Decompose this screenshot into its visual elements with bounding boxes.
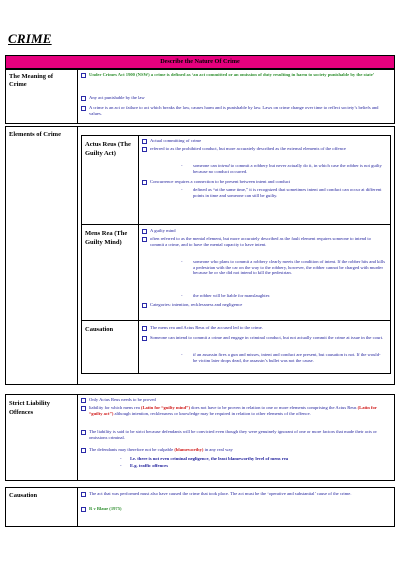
checkbox[interactable] — [81, 73, 86, 78]
actus-reus-label: Actus Reus (The Guilty Act) — [85, 141, 131, 157]
elements-label: Elements of Crime — [9, 131, 61, 138]
causation-item-2: R v Blaue (1975) — [89, 506, 122, 511]
mens-rea-sub-2: the robber will be liable for manslaughter. — [193, 293, 271, 298]
meaning-item-definition: Under Crimes Act 1900 (NSW) a crime is defined as ‘an act committed or an omission of duty resulting in harm to society punishable by the state’ — [89, 72, 375, 77]
section-header: Describe the Nature Of Crime — [5, 55, 395, 69]
strict-sub-2: E.g. traffic offences — [130, 463, 169, 468]
checkbox[interactable] — [142, 336, 147, 341]
checkbox[interactable] — [142, 326, 147, 331]
actus-reus-item-2: referred to as the prohibited conduct, but more accurately described as the external elements of the offence — [150, 146, 346, 151]
causation-inner-sub-1: if an assassin fires a gun and misses, intent and conduct are present, but causation is not. If the would-be victim later drops dead, the assassin’s bullet was not the cause. — [193, 352, 381, 363]
meaning-item-explanation: A crime is an act or failure to act which breaks the law, causes harm and is punishable by law. Laws on crime change over time to reflect society’s beliefs and values. — [89, 105, 379, 116]
strict-item-1: Only Actus Reus needs to be proved — [89, 397, 156, 402]
checkbox[interactable] — [142, 139, 147, 144]
checkbox[interactable] — [142, 237, 147, 242]
actus-reus-sub-1: someone can intend to commit a robbery but never actually do it, in which case the robber is not guilty because no conduct occurred. — [193, 163, 382, 174]
causation-inner-item-1: The mens rea and Actus Reus of the accused led to the crime. — [150, 325, 263, 330]
checkbox[interactable] — [81, 96, 86, 101]
strict-item-4: The defendants may therefore not be culpable (blameworthy) in any real way — [89, 447, 233, 452]
causation-inner-label: Causation — [85, 326, 114, 333]
actus-reus-item-1: Actual committing of crime — [150, 138, 202, 143]
checkbox[interactable] — [142, 147, 147, 152]
causation-label: Causation — [9, 492, 38, 499]
checkbox[interactable] — [142, 180, 147, 185]
strict-liability-label: Strict Liability Offences — [9, 400, 50, 416]
causation-item-1: The act that was performed must also have caused the crime that took place. The act must be the ‘operative and substantial’ cause of the crime. — [89, 491, 352, 496]
actus-reus-sub-2: defined as “at the same time,” it is recognized that sometimes intent and conduct can occur at different points in time and someone can still be guilty. — [193, 187, 382, 198]
checkbox[interactable] — [142, 229, 147, 234]
meaning-item-punishable: Any act punishable by the law — [89, 95, 145, 100]
mens-rea-item-1: A guilty mind — [150, 228, 176, 233]
mens-rea-sub-1: someone who plans to commit a robbery clearly meets the condition of intent. If the robber hits and kills a pedestrian with the car on the way to the robbery, however, the robber cannot be charged with murder because he or she did not intend to kill the pedestrian. — [193, 259, 385, 276]
causation-inner-item-2: Someone can intend to commit a crime and engage in criminal conduct, but not actually commit the crime at issue in the court. — [150, 335, 384, 340]
checkbox[interactable] — [81, 492, 86, 497]
strict-item-3: The liability is said to be strict because defendants will be convicted even though they were genuinely ignorant of one or more factors that made their acts or omissions criminal. — [89, 429, 377, 440]
checkbox[interactable] — [81, 398, 86, 403]
checkbox[interactable] — [81, 106, 86, 111]
checkbox[interactable] — [81, 507, 86, 512]
mens-rea-item-2: often referred to as the mental element, but more accurately described as the fault element requires someone to intend to commit a crime, and to have the mental capacity to have intent. — [150, 236, 371, 247]
checkbox[interactable] — [81, 448, 86, 453]
actus-reus-item-3: Concurrence requires a connection to be present between intent and conduct — [150, 179, 291, 184]
checkbox[interactable] — [81, 406, 86, 411]
page-title: CRIME — [8, 31, 52, 46]
strict-item-2: liability for which mens rea (Latin for “guilty mind”) does not have to be proven in relation to one or more elements comprising the Actus Reus (Latin for “guilty act”) although intention, recklessness or knowledge may be required in relation to other elements of the offence. — [89, 405, 377, 416]
meaning-label: The Meaning of Crime — [9, 73, 54, 88]
checkbox[interactable] — [142, 303, 147, 308]
mens-rea-item-3: Categories: intention, recklessness and negligence — [150, 302, 243, 307]
mens-rea-label: Mens Rea (The Guilty Mind) — [85, 230, 128, 246]
checkbox[interactable] — [81, 430, 86, 435]
strict-sub-1: I.e. there is not even criminal negligence, the least blameworthy level of mens rea — [130, 456, 289, 461]
